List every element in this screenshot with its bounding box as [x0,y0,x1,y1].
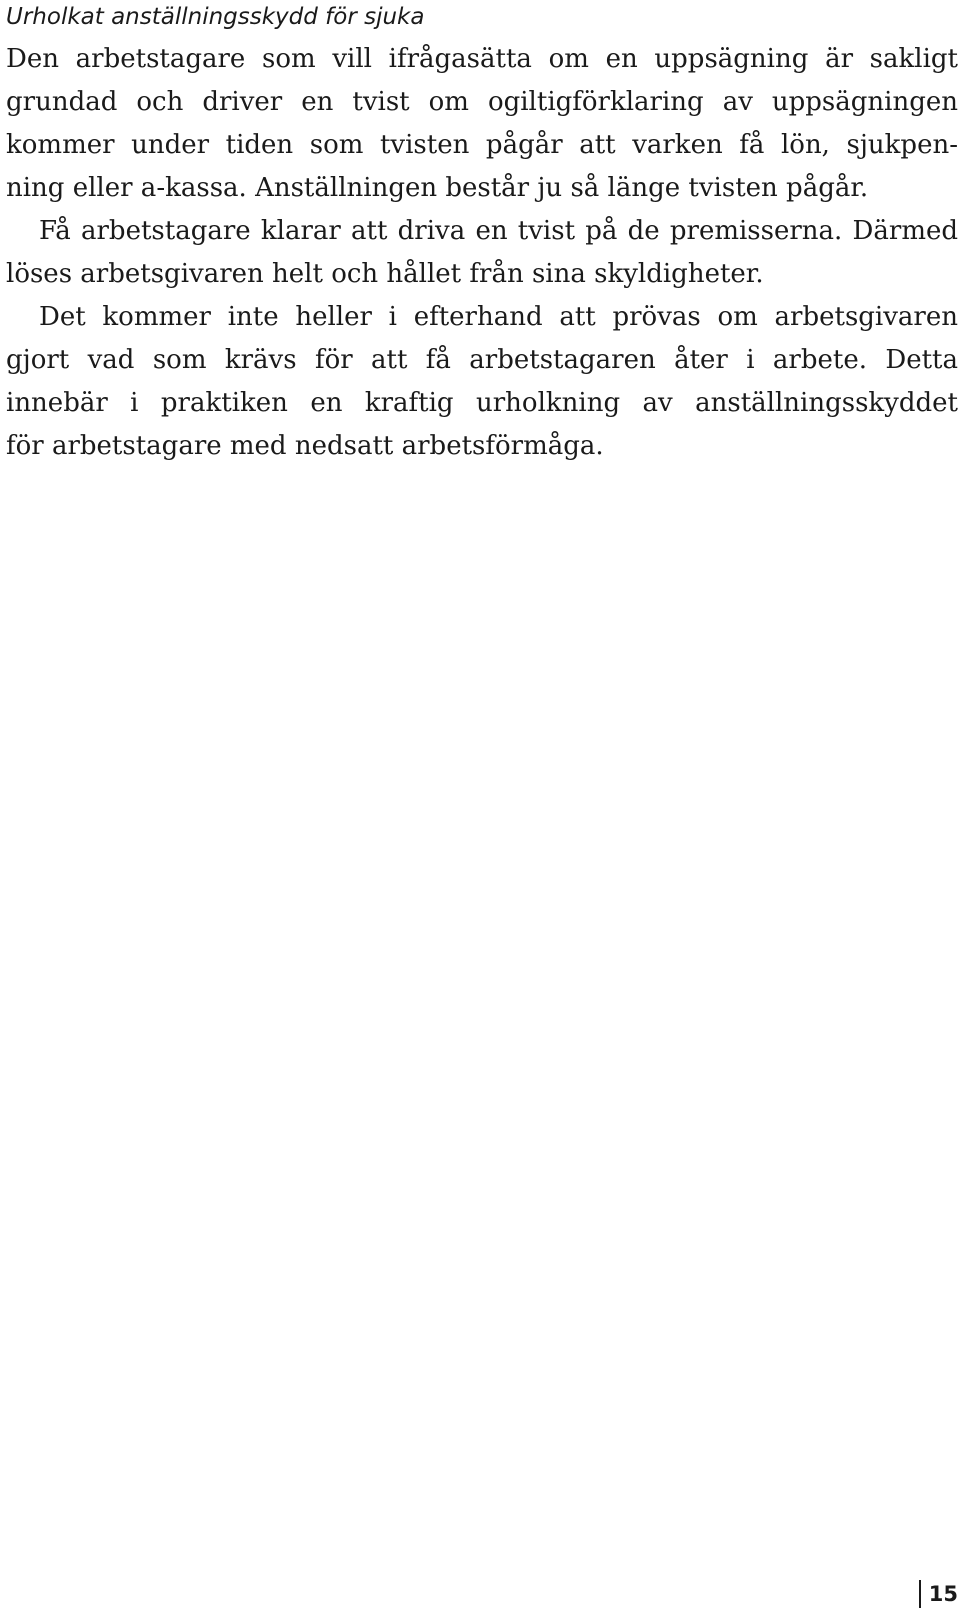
body-line: gjort vad som krävs för att få arbetstagaren åter i arbete. Detta [6,345,958,375]
body-line: Den arbetstagare som vill ifrågasätta om en uppsägning är sakligt [6,44,958,74]
page-number: 15 [928,1582,958,1606]
body-line: kommer under tiden som tvisten pågår att varken få lön, sjukpen- [6,130,958,160]
body-line: grundad och driver en tvist om ogiltigförklaring av uppsägningen [6,87,958,117]
body-line: innebär i praktiken en kraftig urholkning av anställningsskyddet [6,388,958,418]
body-line: ning eller a-kassa. Anställningen består ju så länge tvisten pågår. [6,173,869,203]
body-line: löses arbetsgivaren helt och hållet från sina skyldigheter. [6,259,764,289]
body-line: Det kommer inte heller i efterhand att prövas om arbetsgivaren [39,302,958,332]
body-line: för arbetstagare med nedsatt arbetsförmåga. [6,431,604,461]
folio-rule [919,1580,921,1608]
body-line: Få arbetstagare klarar att driva en tvist på de premisserna. Därmed [39,216,958,246]
page-folio [919,1580,958,1608]
running-head: Urholkat anställningsskydd för sjuka [6,4,425,30]
body-paragraph [6,38,958,468]
